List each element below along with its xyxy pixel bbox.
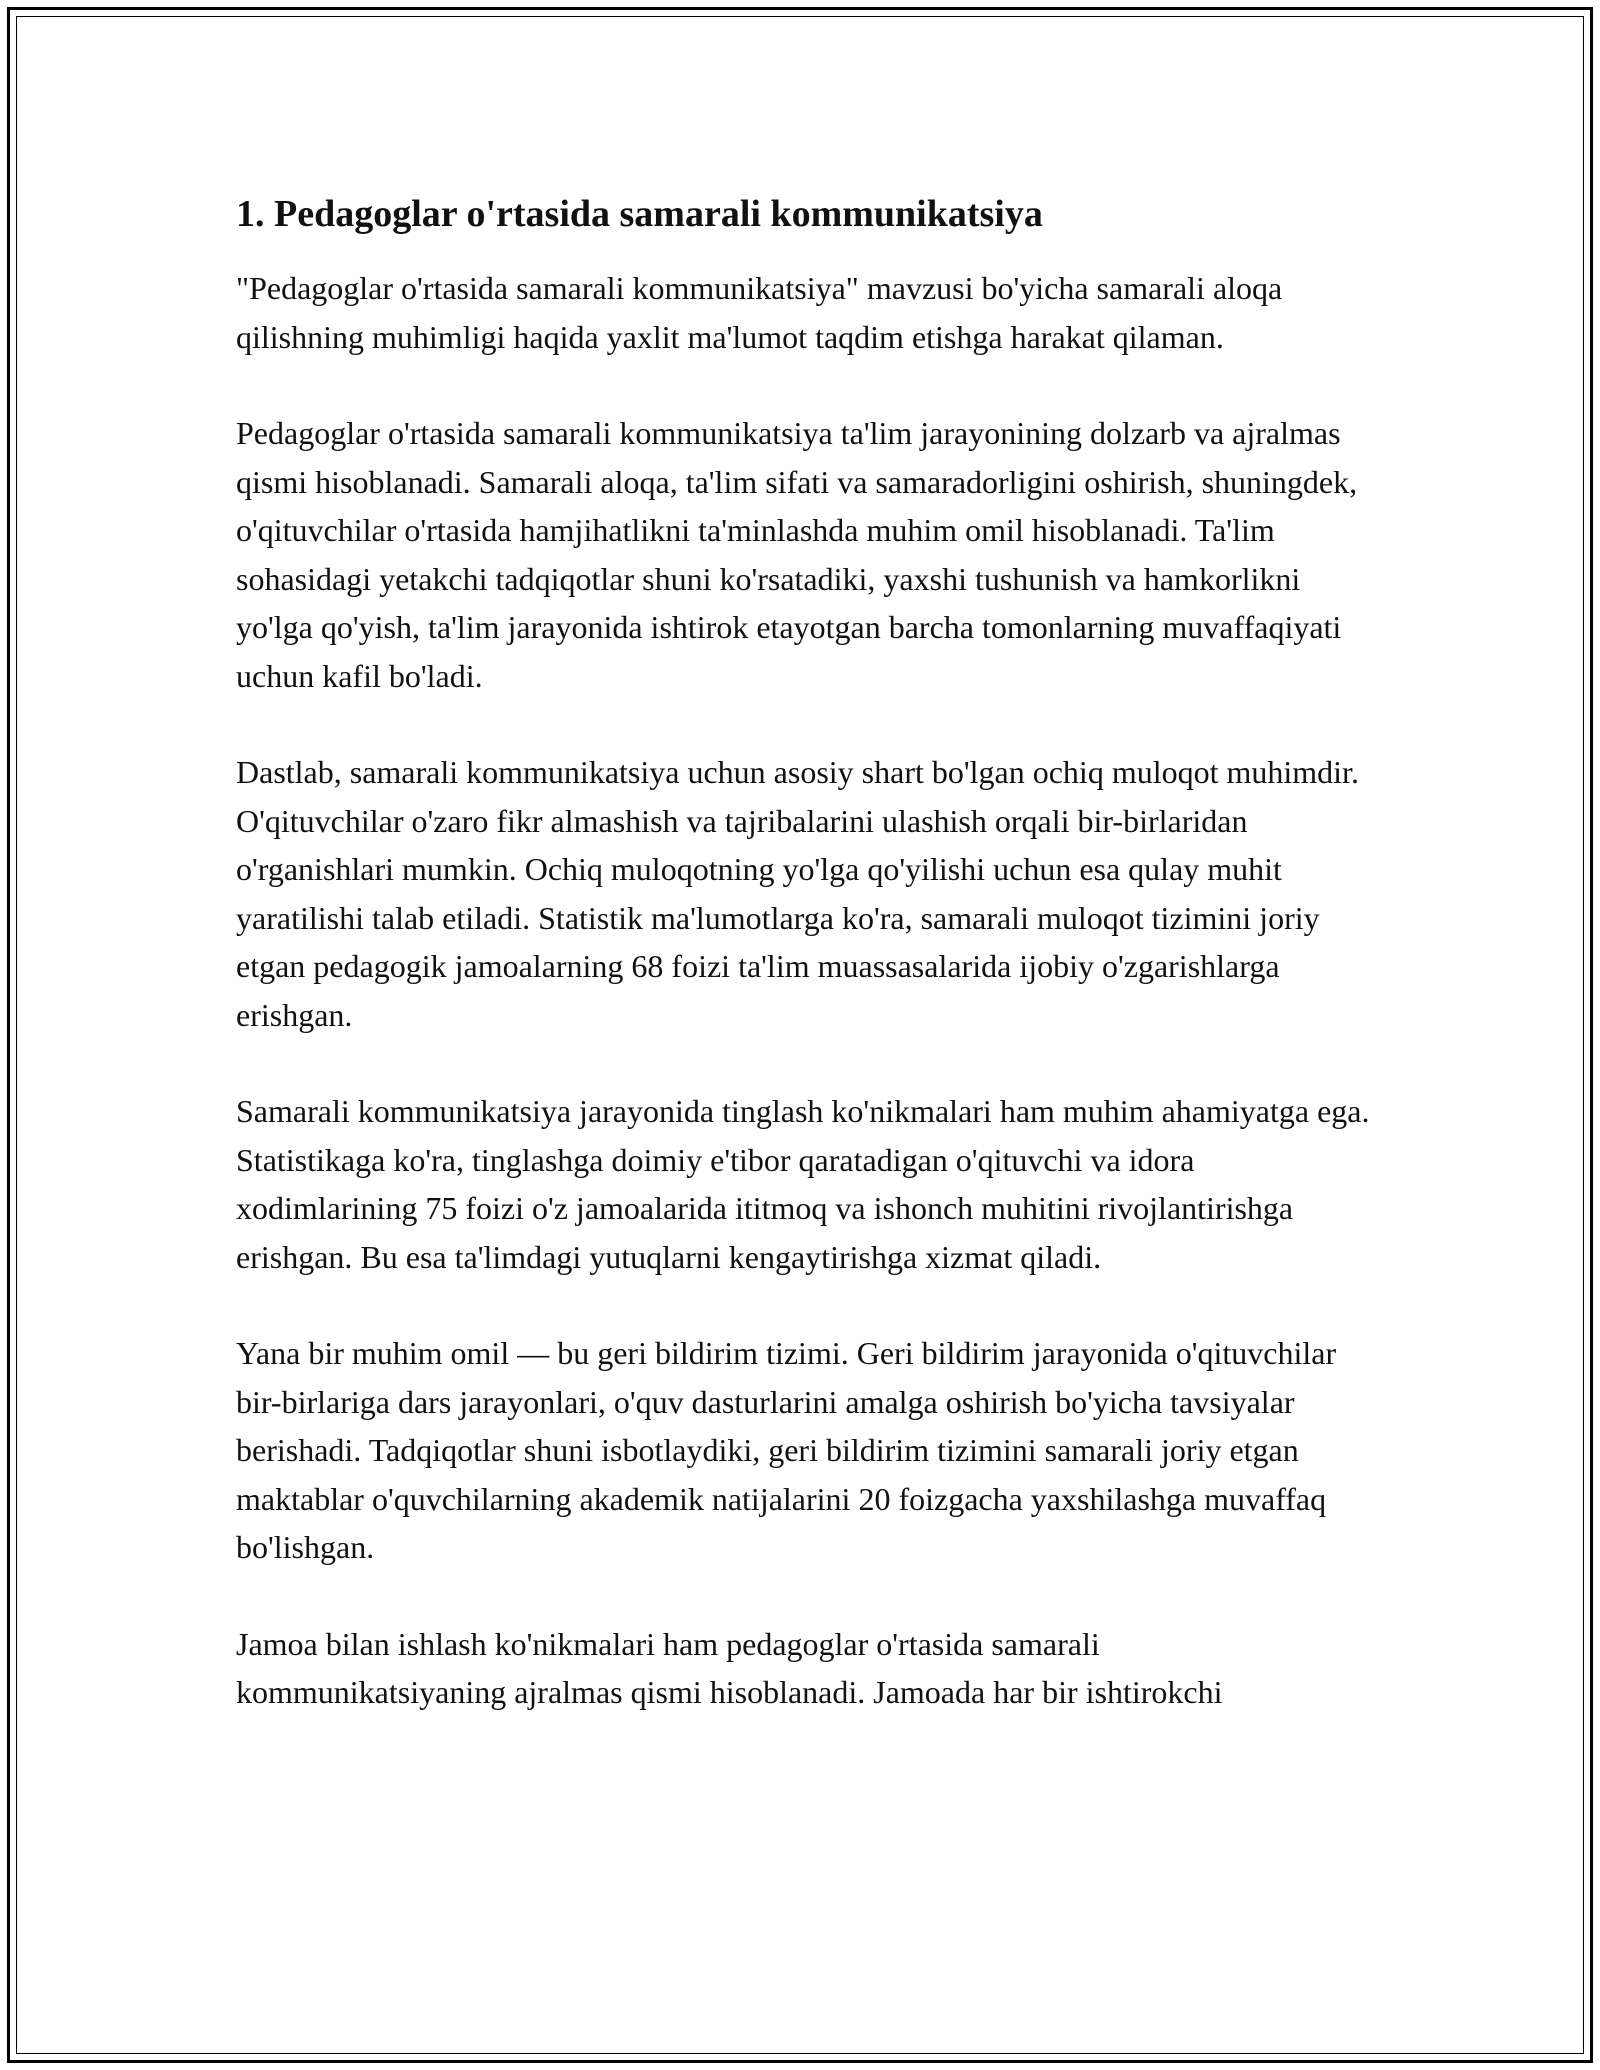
document-title: 1. Pedagoglar o'rtasida samarali kommunikatsiya (236, 193, 1043, 235)
paragraph: Pedagoglar o'rtasida samarali kommunikatsiya ta'lim jarayonining dolzarb va ajralmas qismi hisoblanadi. Samarali aloqa, ta'lim sifati va samaradorligini oshirish, shuningdek, o'qituvchilar o'rtasida hamjihatlikni ta'minlashda muhim omil hisoblanadi. Ta'lim sohasidagi yetakchi tadqiqotlar shuni ko'rsatadiki, yaxshi tushunish va hamkorlikni yo'lga qo'yish, ta'lim jarayonida ishtirok etayotgan barcha tomonlarning muvaffaqiyati uchun kafil bo'ladi. (236, 415, 1358, 694)
paragraph: Samarali kommunikatsiya jarayonida tinglash ko'nikmalari ham muhim ahamiyatga ega. Statistikaga ko'ra, tinglashga doimiy e'tibor qaratadigan o'qituvchi va idora xodimlarining 75 foizi o'z jamoalarida ititmoq va ishonch muhitini rivojlantirishga erishgan. Bu esa ta'limdagi yutuqlarni kengaytirishga xizmat qiladi. (236, 1093, 1370, 1275)
document-body (236, 188, 1376, 1765)
paragraph: Dastlab, samarali kommunikatsiya uchun asosiy shart bo'lgan ochiq muloqot muhimdir. O'qituvchilar o'zaro fikr almashish va tajribalarini ulashish orqali bir-birlaridan o'rganishlari mumkin. Ochiq muloqotning yo'lga qo'yilishi uchun esa qulay muhit yaratilishi talab etiladi. Statistik ma'lumotlarga ko'ra, samarali muloqot tizimini joriy etgan pedagogik jamoalarning 68 foizi ta'lim muassasalarida ijobiy o'zgarishlarga erishgan. (236, 754, 1359, 1033)
paragraph: Yana bir muhim omil — bu geri bildirim tizimi. Geri bildirim jarayonida o'qituvchilar bir-birlariga dars jarayonlari, o'quv dasturlarini amalga oshirish bo'yicha tavsiyalar berishadi. Tadqiqotlar shuni isbotlaydiki, geri bildirim tizimini samarali joriy etgan maktablar o'quvchilarning akademik natijalarini 20 foizgacha yaxshilashga muvaffaq bo'lishgan. (236, 1335, 1337, 1565)
paragraph: "Pedagoglar o'rtasida samarali kommunikatsiya" mavzusi bo'yicha samarali aloqa qilishning muhimligi haqida yaxlit ma'lumot taqdim etishga harakat qilaman. (236, 270, 1283, 355)
paragraph: Jamoa bilan ishlash ko'nikmalari ham pedagoglar o'rtasida samarali kommunikatsiyaning ajralmas qismi hisoblanadi. Jamoada har bir ishtirokchi (236, 1625, 1223, 1710)
